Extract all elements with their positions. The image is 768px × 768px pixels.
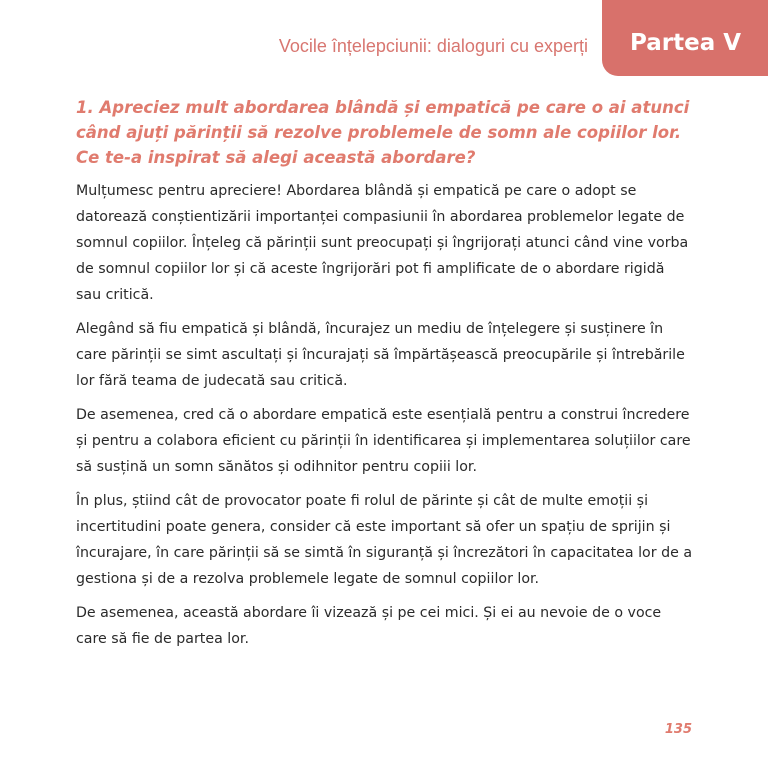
page-number: 135 [664, 722, 692, 737]
question-heading: 1. Apreciez mult abordarea blândă și empatică pe care o ai atunci când ajuți părinții să rezolve problemele de somn ale copiilor lor. Ce te-a inspirat să alegi această abordare? [76, 98, 690, 167]
running-title: Vocile înțelepciunii: dialoguri cu experți [278, 36, 588, 56]
answer-paragraph: Mulțumesc pentru apreciere! Abordarea blândă și empatică pe care o adopt se datorează conștientizării importanței compasiunii în abordarea problemelor legate de somnul copiilor. Înțeleg că părinții sunt preocupați și îngrijorați atunci când vine vorba de somnul copiilor lor și că aceste îngrijorări pot fi amplificate de o abordare rigidă sau critică. [76, 183, 689, 303]
answer-paragraph: Alegând să fiu empatică și blândă, încurajez un mediu de înțelegere și susținere în care părinții se simt ascultați și încurajați să împărtășească preocupările și întrebările lor fără teama de judecată sau critică. [76, 321, 685, 389]
answer-body [76, 178, 692, 652]
part-tab [602, 0, 768, 76]
answer-paragraph: În plus, știind cât de provocator poate fi rolul de părinte și cât de multe emoții și incertitudini poate genera, consider că este important să ofer un spațiu de sprijin și încurajare, în care părinții să se simtă în siguranță și încrezători în capacitatea lor de a gestiona și de a rezolva problemele legate de somnul copiilor lor. [76, 493, 693, 587]
answer-paragraph: De asemenea, această abordare îi vizează și pe cei mici. Și ei au nevoie de o voce care să fie de partea lor. [76, 605, 662, 647]
answer-paragraph: De asemenea, cred că o abordare empatică este esențială pentru a construi încredere și pentru a colabora eficient cu părinții în identificarea și implementarea soluțiilor care să susțină un somn sănătos și odihnitor pentru copiii lor. [76, 407, 691, 475]
part-label: Partea V [630, 30, 742, 56]
page-content [76, 95, 692, 660]
